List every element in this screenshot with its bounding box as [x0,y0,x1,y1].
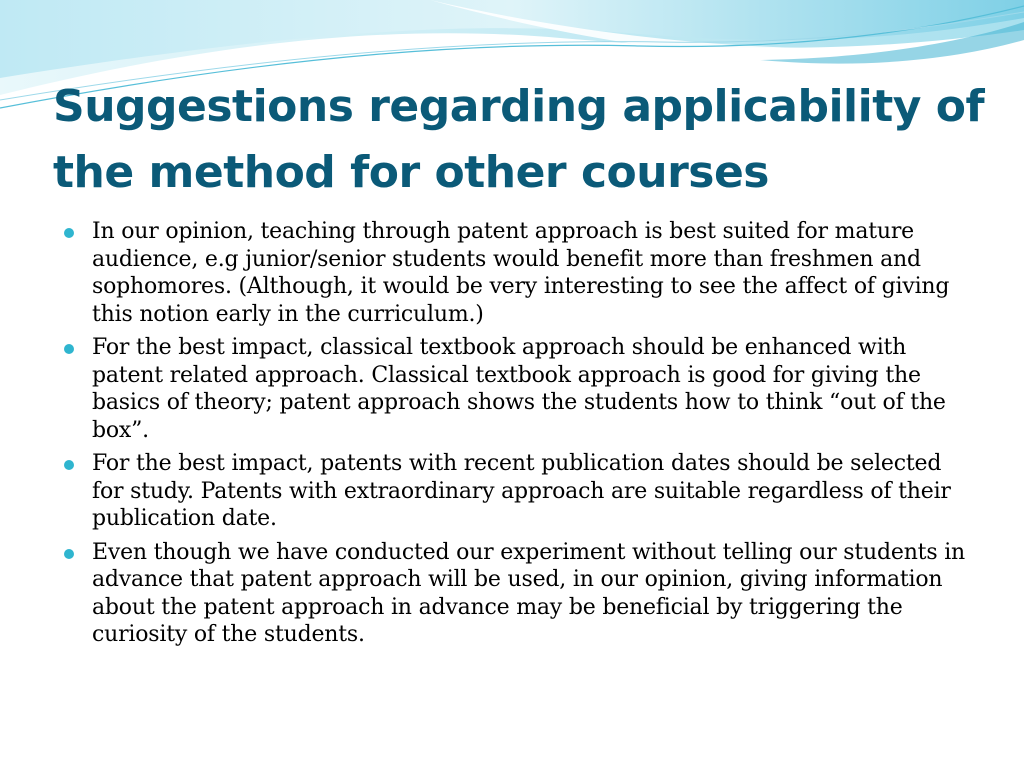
bullet-item [60,450,965,533]
slide-title: Suggestions regarding applicability of the method for other courses [53,81,985,198]
bullet-dot-icon [64,460,74,470]
bullet-dot-icon [64,344,74,354]
bullet-text: For the best impact, patents with recent publication dates should be selected for study. Patents with extraordinary approach are suitable regardless of their publication date. [92,451,951,531]
bullet-dot-icon [64,228,74,238]
bullet-item [60,539,965,649]
bullet-list [60,218,965,655]
bullet-text: In our opinion, teaching through patent approach is best suited for mature audience, e.g junior/senior students would benefit more than freshmen and sophomores. (Although, it would be very interesting to see the affect of giving this notion early in the curriculum.) [92,219,950,327]
bullet-dot-icon [64,549,74,559]
bullet-item [60,218,965,328]
bullet-item [60,334,965,444]
bullet-text: Even though we have conducted our experiment without telling our students in advance that patent approach will be used, in our opinion, giving information about the patent approach in advance may be beneficial by triggering the curiosity of the students. [92,539,966,647]
bullet-text: For the best impact, classical textbook approach should be enhanced with patent related approach. Classical textbook approach is good for giving the basics of theory; patent approach shows the students how to think “out of the box”. [92,335,946,443]
